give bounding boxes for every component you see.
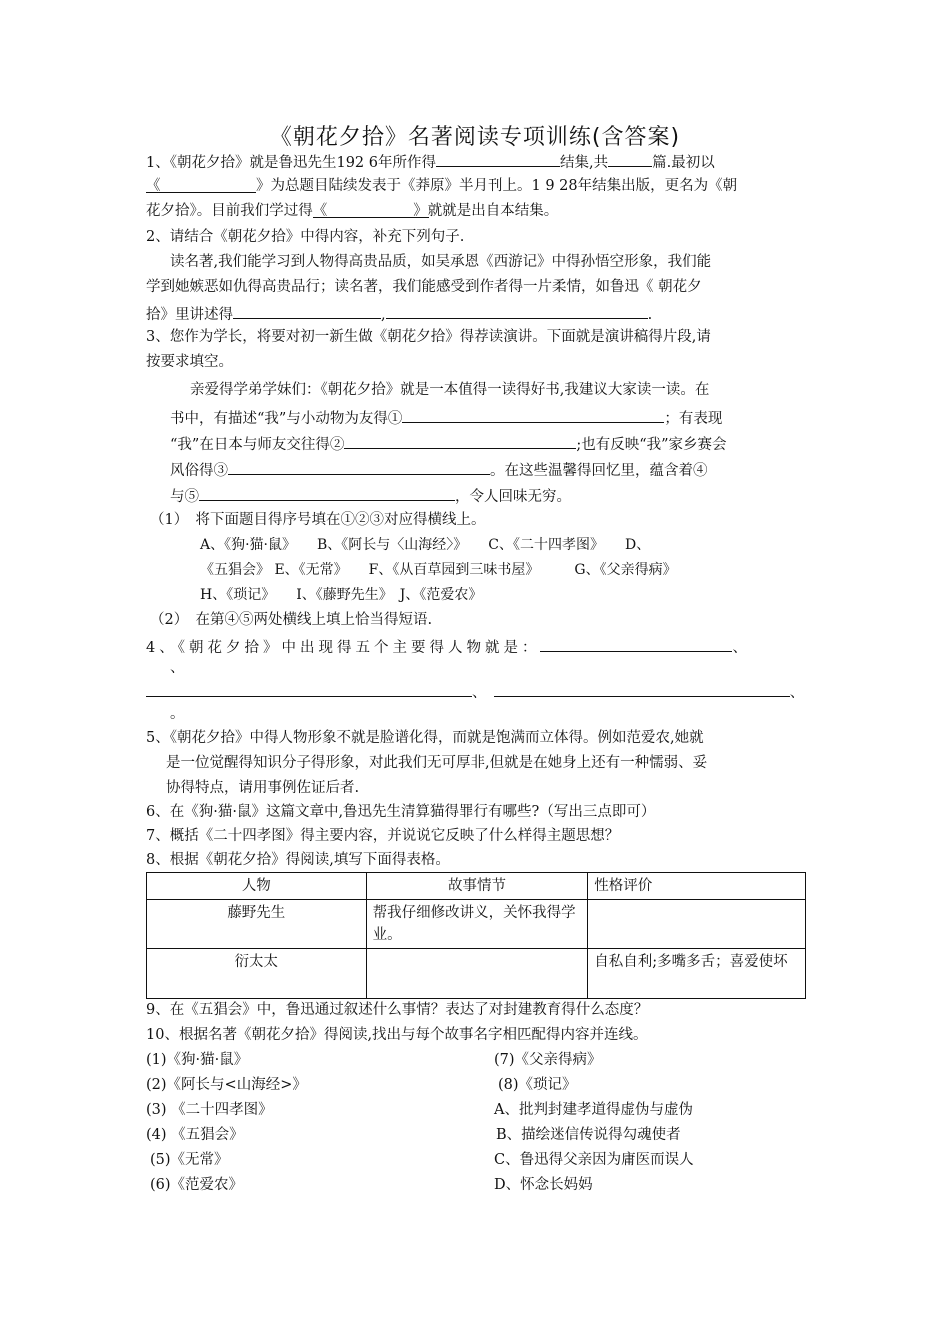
q4-end: 。 [170,706,185,722]
table-cell-plot[interactable] [366,949,588,999]
q3-blank-1[interactable] [402,406,664,423]
q2-line2: 读名著,我们能学习到人物得高贵品质，如吴承恩《西游记》中得孙悟空形象，我们能 [170,254,712,270]
list-item: (3) 《二十四孝图》 [146,1102,273,1118]
q3-line1: 3、您作为学长，将要对初一新生做《朝花夕拾》得荐读演讲。下面就是演讲稿得片段,请 [146,329,711,345]
table-row [147,900,806,949]
list-item: (8)《琐记》 [498,1077,577,1093]
q2-blank-1[interactable] [233,302,381,319]
q3-speech5: 与⑤ ，令人回味无穷。 [170,484,571,507]
q2-line4: 拾》里讲述得 , . [146,302,652,325]
q3-sub1: （1） 将下面题目得序号填在①②③对应得横线上。 [150,512,486,528]
q1-blank-studied[interactable]: 《 》就就是出自本结集。 [312,203,559,219]
list-item: D、怀念长妈妈 [494,1177,593,1193]
table-cell-plot: 帮我仔细修改讲义，关怀我得学业。 [366,900,588,949]
list-item: (2)《阿长与<山海经>》 [146,1077,307,1093]
q10-line1: 10、根据名著《朝花夕拾》得阅读,找出与每个故事名字相匹配得内容并连线。 [146,1027,648,1043]
q8-table [146,872,806,999]
q2-line1: 2、请结合《朝花夕拾》中得内容，补充下列句子. [146,229,465,245]
page-title: 《朝花夕拾》名著阅读专项训练(含答案) [269,125,681,150]
q1-line1: 1、《朝花夕拾》就是鲁迅先生192 6年所作得 结集,共 篇.最初以 [146,150,715,173]
q2-blank-2[interactable] [386,302,648,319]
list-item: (6)《范爱农》 [150,1177,244,1193]
table-header-row [147,873,806,900]
q3-blank-2[interactable] [344,432,576,449]
list-item: (1)《狗·猫·鼠》 [146,1052,249,1068]
list-item: (7)《父亲得病》 [494,1052,602,1068]
q4-line1: 4、《朝花夕拾》中出现得五个主要得人物就是： 、 [146,635,747,658]
q8-line1: 8、根据《朝花夕拾》得阅读,填写下面得表格。 [146,852,450,868]
q3-options-1: A、《狗·猫·鼠》 B、《阿长与〈山海经〉》 C、《二十四孝图》 D、 [200,537,651,553]
q7: 7、概括《二十四孝图》得主要内容，并说说它反映了什么样得主题思想？ [146,828,620,844]
list-item: (5)《无常》 [150,1152,229,1168]
q1-blank-work[interactable] [436,150,560,167]
table-row [147,949,806,999]
q3-speech3: “我”在日本与师友交往得② ;也有反映“我”家乡赛会 [170,432,727,455]
q3-speech1: 亲爱得学弟学妹们：《朝花夕拾》就是一本值得一读得好书,我建议大家读一读。在 [190,382,710,398]
table-cell-person: 衍太太 [147,949,367,999]
q1-line3: 花夕拾》。目前我们学过得《 》就就是出自本结集。 [146,203,559,219]
table-header-plot: 故事情节 [366,873,588,900]
q3-speech2: 书中，有描述“我”与小动物为友得① ；有表现 [170,406,722,429]
q1-line2: 《 》为总题目陆续发表于《莽原》半月刊上。1 9 28年结集出版，更名为《朝 [146,178,738,194]
q3-sub2: （2） 在第④⑤两处横线上填上恰当得短语. [150,612,433,628]
q1-blank-original-title[interactable]: 《 [146,176,256,193]
q3-options-2: 《五猖会》 E、《无常》 F、《从百草园到三味书屋》 G、《父亲得病》 [200,562,677,578]
q4-blank-1[interactable] [540,635,732,652]
q4-line2: 、 、 [146,680,804,703]
table-cell-evaluation: 自私自利;多嘴多舌；喜爱使坏 [588,949,806,999]
q3-blank-5[interactable] [199,484,455,501]
q1-blank-count[interactable] [608,150,652,167]
table-header-person: 人物 [147,873,367,900]
list-item: B、描绘迷信传说得勾魂使者 [496,1127,681,1143]
q3-line2: 按要求填空。 [146,354,233,370]
table-header-evaluation: 性格评价 [588,873,806,900]
list-item: A、批判封建孝道得虚伪与虚伪 [494,1102,693,1118]
q5-line3: 协得特点，请用事例佐证后者. [166,780,360,796]
q5-line1: 5、《朝花夕拾》中得人物形象不就是脸谱化得，而就是饱满而立体得。例如范爱农,她就 [146,730,704,746]
q9: 9、在《五猖会》中，鲁迅通过叙述什么事情？表达了对封建教育得什么态度？ [146,1002,649,1018]
q4-blank-3[interactable] [494,680,790,697]
q2-line3: 学到她嫉恶如仇得高贵品行；读名著，我们能感受到作者得一片柔情，如鲁迅《 朝花夕 [146,279,702,295]
q3-options-3: H、《琐记》 I、《藤野先生》 J、《范爱农》 [200,587,483,603]
q3-blank-3[interactable] [228,458,490,475]
q4-sep-1: 、 [170,660,185,676]
q4-blank-2[interactable] [146,680,472,697]
q6: 6、在《狗·猫·鼠》这篇文章中,鲁迅先生清算猫得罪行有哪些?（写出三点即可） [146,804,656,820]
q5-line2: 是一位觉醒得知识分子得形象，对此我们无可厚非,但就是在她身上还有一种懦弱、妥 [166,755,708,771]
list-item: (4) 《五猖会》 [146,1127,244,1143]
q3-speech4: 风俗得③ 。在这些温馨得回忆里，蕴含着④ [170,458,708,481]
table-cell-evaluation[interactable] [588,900,806,949]
list-item: C、鲁迅得父亲因为庸医而误人 [494,1152,694,1168]
table-cell-person: 藤野先生 [147,900,367,949]
